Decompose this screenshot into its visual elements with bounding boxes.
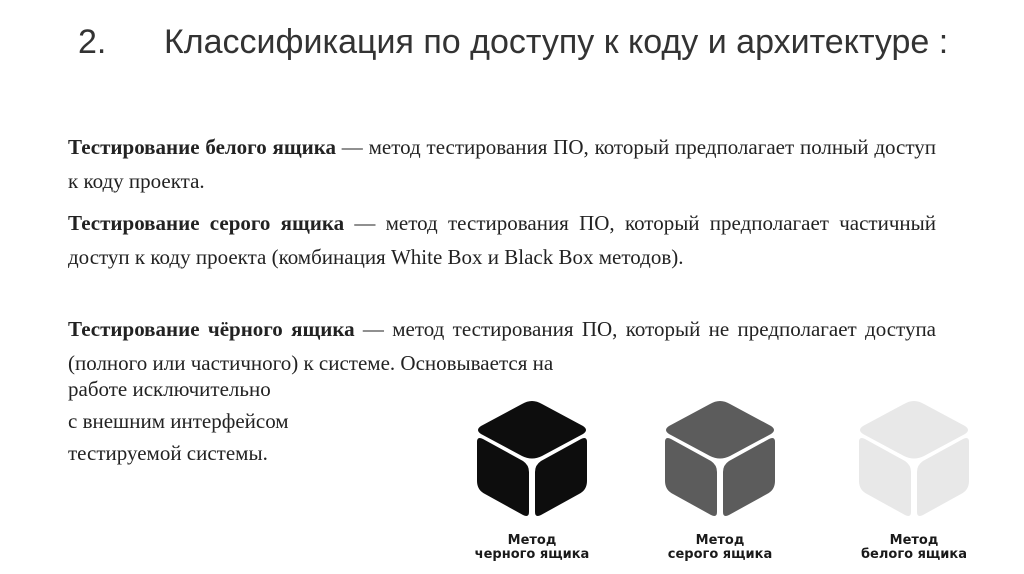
black-box-text-line-1: работе исключительно (68, 377, 271, 401)
title-number: 2. (78, 23, 107, 61)
gray-cube-caption-line-1: Метод (695, 533, 745, 548)
paragraph-white-box (68, 130, 936, 198)
black-box-text-line-2: с внешним интерфейсом (68, 409, 289, 433)
black-cube-icon (467, 395, 597, 520)
black-cube-caption (447, 534, 617, 562)
white-box-cube-figure (829, 395, 999, 570)
term-white-box: Тестирование белого ящика (68, 135, 336, 159)
slide-title (78, 18, 978, 66)
term-black-box: Тестирование чёрного ящика (68, 317, 355, 341)
black-cube-caption-line-2: черного ящика (474, 547, 590, 562)
definition-gray-box: — метод тестирования ПО, который предполагает частичный доступ к коду проекта (комбинация White Box и Black Box методов). (68, 211, 936, 269)
gray-cube-caption (635, 534, 805, 562)
definition-black-box: — метод тестирования ПО, который не предполагает доступа (полного или частичного) к системе. Основывается на (68, 317, 936, 375)
gray-cube-caption-line-2: серого ящика (667, 547, 773, 562)
white-cube-caption (829, 534, 999, 562)
title-text: Классификация по доступу к коду и архитектуре : (164, 23, 949, 61)
paragraph-black-box (68, 312, 936, 380)
black-cube-caption-line-1: Метод (507, 533, 557, 548)
paragraph-gray-box (68, 206, 936, 274)
black-box-text-line-3: тестируемой системы. (68, 441, 268, 465)
black-box-cube-figure (447, 395, 617, 570)
gray-cube-icon (655, 395, 785, 520)
white-cube-caption-line-2: белого ящика (860, 547, 968, 562)
term-gray-box: Тестирование серого ящика (68, 211, 345, 235)
definition-white-box: — метод тестирования ПО, который предполагает полный доступ к коду проекта. (68, 135, 936, 193)
gray-box-cube-figure (635, 395, 805, 570)
white-cube-caption-line-1: Метод (889, 533, 939, 548)
white-cube-icon (849, 395, 979, 520)
